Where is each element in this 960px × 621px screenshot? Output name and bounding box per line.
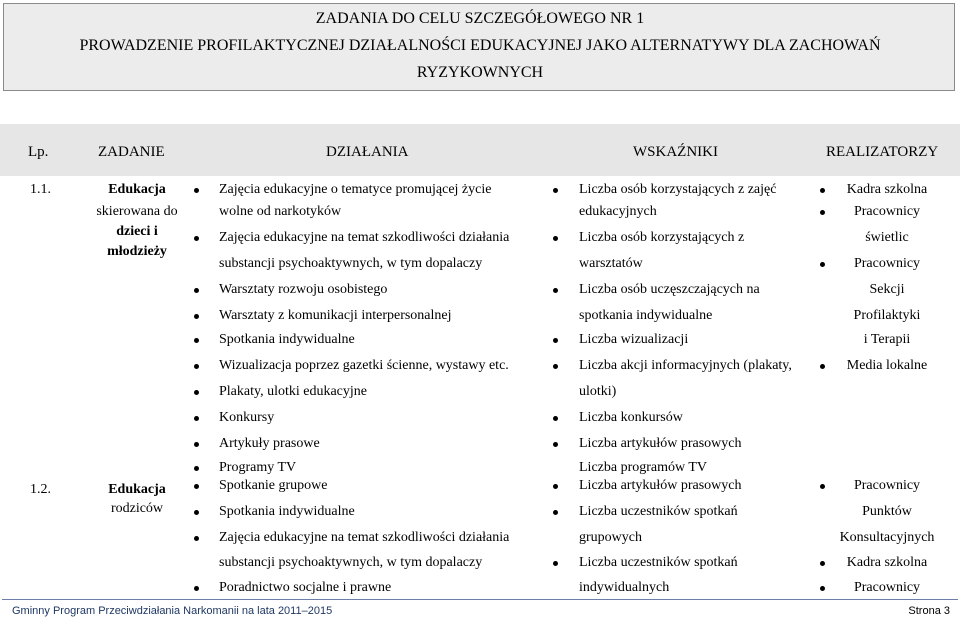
footer-rule <box>2 599 958 600</box>
realizatorzy-item: Kadra szkolna <box>846 182 928 197</box>
realizatorzy-item: Sekcji <box>869 282 905 297</box>
bullet-icon <box>194 466 199 471</box>
bullet-icon <box>194 390 199 395</box>
bullet-icon <box>553 416 558 421</box>
dzialania-item: substancji psychoaktywnych, w tym dopalaczy <box>219 555 483 570</box>
dzialania-item: Spotkania indywidualne <box>219 332 355 347</box>
wskazniki-item: edukacyjnych <box>579 204 657 219</box>
bullet-icon <box>194 288 199 293</box>
title-line-3: RYZYKOWNYCH <box>416 64 544 81</box>
wskazniki-item: Liczba osób korzystających z <box>579 230 745 245</box>
bullet-icon <box>820 210 825 215</box>
header-zadanie: ZADANIE <box>98 144 165 160</box>
bullet-icon <box>194 484 199 489</box>
bullet-icon <box>194 536 199 541</box>
dzialania-item: substancji psychoaktywnych, w tym dopalaczy <box>219 256 483 271</box>
realizatorzy-item: Media lokalne <box>846 358 928 373</box>
wskazniki-item: Liczba artykułów prasowych <box>579 478 742 493</box>
dzialania-item: Warsztaty rozwoju osobistego <box>219 282 388 297</box>
header-lp: Lp. <box>28 144 49 160</box>
bullet-icon <box>553 188 558 193</box>
dzialania-item: Zajęcia edukacyjne o tematyce promującej życie <box>219 182 492 197</box>
realizatorzy-item: Punktów <box>862 504 912 519</box>
bullet-icon <box>820 484 825 489</box>
wskazniki-item: indywidualnych <box>579 580 670 595</box>
realizatorzy-item: Pracownicy <box>853 580 921 595</box>
dzialania-item: Wizualizacja poprzez gazetki ścienne, wystawy etc. <box>219 358 509 373</box>
dzialania-item: Artykuły prasowe <box>219 436 320 451</box>
bullet-icon <box>194 416 199 421</box>
bullet-icon <box>820 561 825 566</box>
title-line-1: ZADANIA DO CELU SZCZEGÓŁOWEGO NR 1 <box>315 10 645 27</box>
dzialania-item: Zajęcia edukacyjne na temat szkodliwości działania <box>219 230 510 245</box>
realizatorzy-item: Pracownicy <box>853 478 921 493</box>
header-dzialania: DZIAŁANIA <box>326 144 409 160</box>
footer-page-number: Strona 3 <box>908 605 950 617</box>
bullet-icon <box>553 510 558 515</box>
wskazniki-item: ulotki) <box>579 384 617 399</box>
realizatorzy-item: Profilaktyki <box>853 308 921 323</box>
row-1-lp: 1.1. <box>30 182 51 197</box>
wskazniki-item: spotkania indywidualne <box>579 308 713 323</box>
row-1-zadanie-line: Edukacja <box>108 182 166 197</box>
bullet-icon <box>820 586 825 591</box>
row-2-zadanie-line: Edukacja <box>108 482 166 497</box>
wskazniki-item: grupowych <box>579 530 642 545</box>
bullet-icon <box>194 510 199 515</box>
row-1-zadanie-line: skierowana do <box>96 204 178 219</box>
dzialania-item: Spotkania indywidualne <box>219 504 355 519</box>
realizatorzy-item: Pracownicy <box>853 256 921 271</box>
dzialania-item: Konkursy <box>219 410 275 425</box>
wskazniki-item: Liczba uczestników spotkań <box>579 555 738 570</box>
bullet-icon <box>553 561 558 566</box>
realizatorzy-item: Konsultacyjnych <box>839 530 935 545</box>
wskazniki-item: Liczba osób korzystających z zajęć <box>579 182 777 197</box>
bullet-icon <box>553 484 558 489</box>
bullet-icon <box>553 288 558 293</box>
bullet-icon <box>553 338 558 343</box>
bullet-icon <box>820 188 825 193</box>
wskazniki-item: Liczba wizualizacji <box>579 332 689 347</box>
bullet-icon <box>553 442 558 447</box>
title-line-2: PROWADZENIE PROFILAKTYCZNEJ DZIAŁALNOŚCI EDUKACYJNEJ JAKO ALTERNATYWY DLA ZACHOWAŃ <box>79 37 881 54</box>
bullet-icon <box>194 364 199 369</box>
footer-left: Gminny Program Przeciwdziałania Narkomanii na lata 2011–2015 <box>12 605 333 617</box>
bullet-icon <box>820 262 825 267</box>
realizatorzy-item: świetlic <box>865 230 909 245</box>
dzialania-item: Spotkanie grupowe <box>219 478 328 493</box>
dzialania-item: Programy TV <box>219 460 297 475</box>
bullet-icon <box>194 188 199 193</box>
header-wskazniki: WSKAŹNIKI <box>633 144 718 160</box>
wskazniki-item: Liczba uczestników spotkań <box>579 504 738 519</box>
row-1-zadanie-line: dzieci i <box>116 224 158 239</box>
wskazniki-item: warsztatów <box>579 256 643 271</box>
bullet-icon <box>553 364 558 369</box>
dzialania-item: Warsztaty z komunikacji interpersonalnej <box>219 308 452 323</box>
bullet-icon <box>820 364 825 369</box>
dzialania-item: Zajęcia edukacyjne na temat szkodliwości działania <box>219 530 510 545</box>
wskazniki-item: Liczba artykułów prasowych <box>579 436 742 451</box>
dzialania-item: wolne od narkotyków <box>219 204 342 219</box>
realizatorzy-item: Kadra szkolna <box>846 555 928 570</box>
wskazniki-item: Liczba akcji informacyjnych (plakaty, <box>579 358 792 373</box>
bullet-icon <box>194 236 199 241</box>
bullet-icon <box>194 442 199 447</box>
realizatorzy-item: i Terapii <box>863 332 911 347</box>
bullet-icon <box>194 314 199 319</box>
wskazniki-item: Liczba konkursów <box>579 410 683 425</box>
bullet-icon <box>194 586 199 591</box>
dzialania-item: Poradnictwo socjalne i prawne <box>219 580 392 595</box>
dzialania-item: Plakaty, ulotki edukacyjne <box>219 384 367 399</box>
row-2-zadanie-line: rodziców <box>110 501 164 516</box>
realizatorzy-item: Pracownicy <box>853 204 921 219</box>
row-1-zadanie-line: młodzieży <box>107 244 167 259</box>
bullet-icon <box>553 236 558 241</box>
wskazniki-item: Liczba programów TV <box>579 460 708 475</box>
row-2-lp: 1.2. <box>30 482 51 497</box>
header-realizatorzy: REALIZATORZY <box>826 144 939 160</box>
bullet-icon <box>194 338 199 343</box>
wskazniki-item: Liczba osób uczęszczających na <box>579 282 760 297</box>
